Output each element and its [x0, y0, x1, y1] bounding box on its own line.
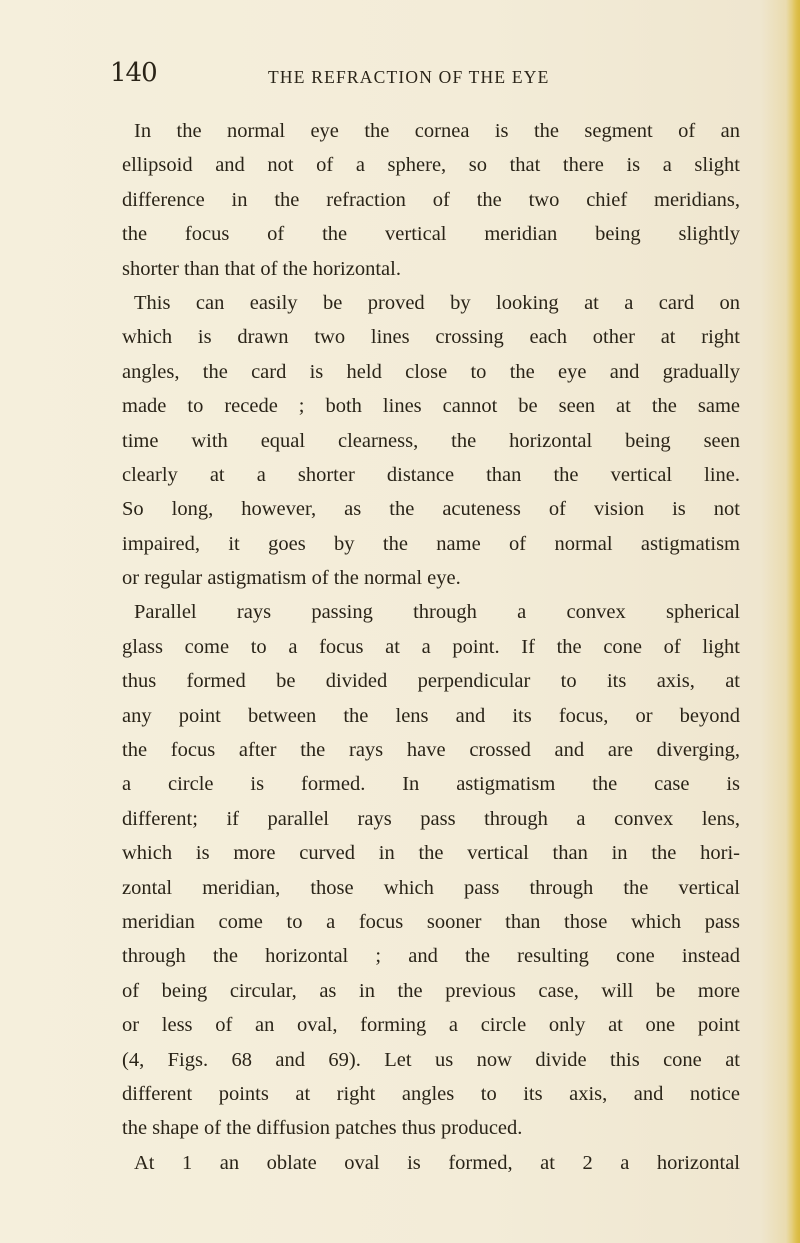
text-line: zontal meridian, those which pass through the vertical [122, 876, 740, 899]
page-edge [786, 0, 800, 1243]
text-line: So long, however, as the acuteness of vision is not [122, 498, 740, 521]
text-line: This can easily be proved by looking at a card on [134, 291, 740, 314]
text-line: clearly at a shorter distance than the vertical line. [122, 463, 740, 486]
text-line: of being circular, as in the previous case, will be more [122, 979, 740, 1002]
text-line: the focus of the vertical meridian being slightly [122, 223, 740, 246]
text-line: At 1 an oblate oval is formed, at 2 a horizontal [134, 1151, 740, 1174]
text-line: different; if parallel rays pass through a convex lens, [122, 807, 740, 830]
text-line: ellipsoid and not of a sphere, so that there is a slight [122, 154, 740, 177]
page-number: 140 [110, 58, 157, 88]
text-line: angles, the card is held close to the eye and gradually [122, 360, 740, 383]
text-line: a circle is formed. In astigmatism the case is [122, 773, 740, 796]
running-head: THE REFRACTION OF THE EYE [268, 67, 550, 87]
text-line: impaired, it goes by the name of normal astigmatism [122, 532, 740, 555]
text-line: Parallel rays passing through a convex spherical [134, 601, 740, 624]
text-line: the shape of the diffusion patches thus produced. [122, 1117, 523, 1140]
text-line: which is more curved in the vertical than in the hori- [122, 842, 740, 865]
text-line: meridian come to a focus sooner than those which pass [122, 910, 740, 933]
text-line: the focus after the rays have crossed and are diverging, [122, 739, 740, 762]
text-line: difference in the refraction of the two chief meridians, [122, 188, 740, 211]
text-line: glass come to a focus at a point. If the cone of light [122, 635, 740, 658]
text-line: or less of an oval, forming a circle only at one point [122, 1014, 740, 1037]
text-line: (4, Figs. 68 and 69). Let us now divide this cone at [122, 1048, 740, 1071]
text-line: through the horizontal ; and the resulting cone instead [122, 945, 740, 968]
text-line: thus formed be divided perpendicular to its axis, at [122, 670, 740, 693]
text-line: any point between the lens and its focus, or beyond [122, 704, 740, 727]
text-line: or regular astigmatism of the normal eye. [122, 567, 461, 590]
text-line: shorter than that of the horizontal. [122, 257, 401, 280]
text-line: time with equal clearness, the horizontal being seen [122, 429, 740, 452]
text-line: which is drawn two lines crossing each other at right [122, 326, 740, 349]
text-line: In the normal eye the cornea is the segment of an [134, 120, 740, 142]
text-line: made to recede ; both lines cannot be seen at the same [122, 395, 740, 418]
body-text [122, 114, 740, 1180]
text-line: different points at right angles to its axis, and notice [122, 1082, 740, 1105]
page-header [110, 58, 760, 94]
